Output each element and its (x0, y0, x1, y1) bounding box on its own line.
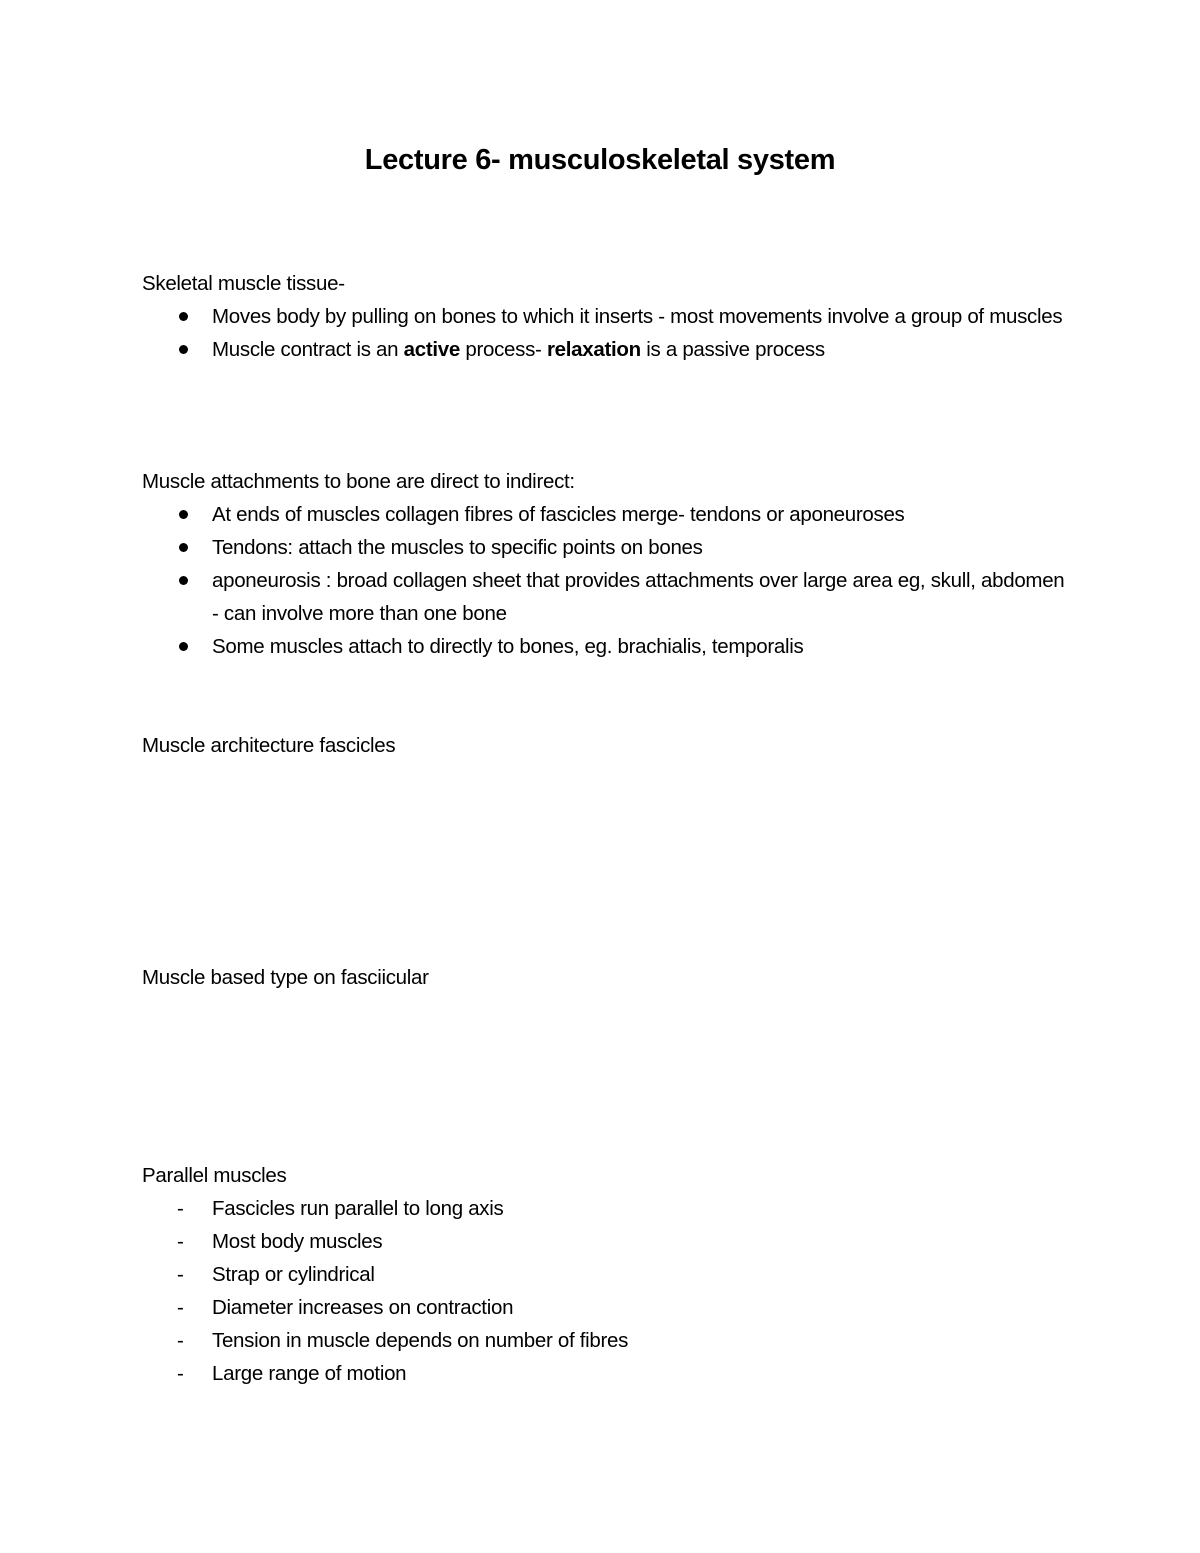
list-item (142, 1324, 1072, 1357)
section-muscle-fascicular-type (142, 961, 1072, 994)
bold-term-relaxation: relaxation (546, 338, 641, 361)
list-item (142, 630, 1072, 663)
list-item-text: Diameter increases on contraction (212, 1296, 514, 1319)
list-item-text: At ends of muscles collagen fibres of fascicles merge- tendons or aponeuroses (212, 503, 905, 526)
dash-marker: - (177, 1296, 184, 1319)
list-item (142, 300, 1072, 333)
list-item-text: aponeurosis : broad collagen sheet that provides attachments over large area eg, skull, abdomen - can involve more than one bone (212, 569, 1065, 625)
list-item (142, 1258, 1072, 1291)
list-item-text: Fascicles run parallel to long axis (212, 1197, 504, 1220)
list-item (142, 1225, 1072, 1258)
dash-marker: - (177, 1230, 184, 1253)
section-muscle-attachments (142, 465, 1072, 663)
section-heading: Muscle attachments to bone are direct to indirect: (142, 470, 575, 493)
list-item (142, 333, 1072, 366)
bullet-list (142, 300, 1072, 366)
dash-marker: - (177, 1362, 184, 1385)
bullet-list (142, 498, 1072, 663)
list-item (142, 531, 1072, 564)
list-item (142, 564, 1072, 630)
list-item-text: Most body muscles (212, 1230, 383, 1253)
page-title: Lecture 6- musculoskeletal system (364, 144, 836, 176)
section-parallel-muscles (142, 1159, 1072, 1390)
list-item-text: Large range of motion (212, 1362, 407, 1385)
section-heading: Skeletal muscle tissue- (142, 272, 345, 295)
dash-list (142, 1192, 1072, 1390)
section-heading: Muscle architecture fascicles (142, 734, 396, 757)
dash-marker: - (177, 1197, 184, 1220)
section-heading: Muscle based type on fasciicular (142, 966, 429, 989)
list-item (142, 1357, 1072, 1390)
section-heading: Parallel muscles (142, 1164, 287, 1187)
dash-marker: - (177, 1329, 184, 1352)
list-item-text: Strap or cylindrical (212, 1263, 375, 1286)
list-item (142, 1291, 1072, 1324)
list-item-text: Some muscles attach to directly to bones, eg. brachialis, temporalis (212, 635, 804, 658)
list-item (142, 1192, 1072, 1225)
list-item-text: Tendons: attach the muscles to specific points on bones (212, 536, 703, 559)
list-item-text: Tension in muscle depends on number of fibres (212, 1329, 629, 1352)
section-muscle-architecture (142, 729, 1072, 762)
list-item (142, 498, 1072, 531)
dash-marker: - (177, 1263, 184, 1286)
bold-term-active: active (403, 338, 460, 361)
section-skeletal-muscle-tissue (142, 267, 1072, 366)
list-item-text: Muscle contract is an active process- relaxation is a passive process (212, 338, 825, 361)
list-item-text: Moves body by pulling on bones to which it inserts - most movements involve a group of muscles (212, 305, 1063, 328)
